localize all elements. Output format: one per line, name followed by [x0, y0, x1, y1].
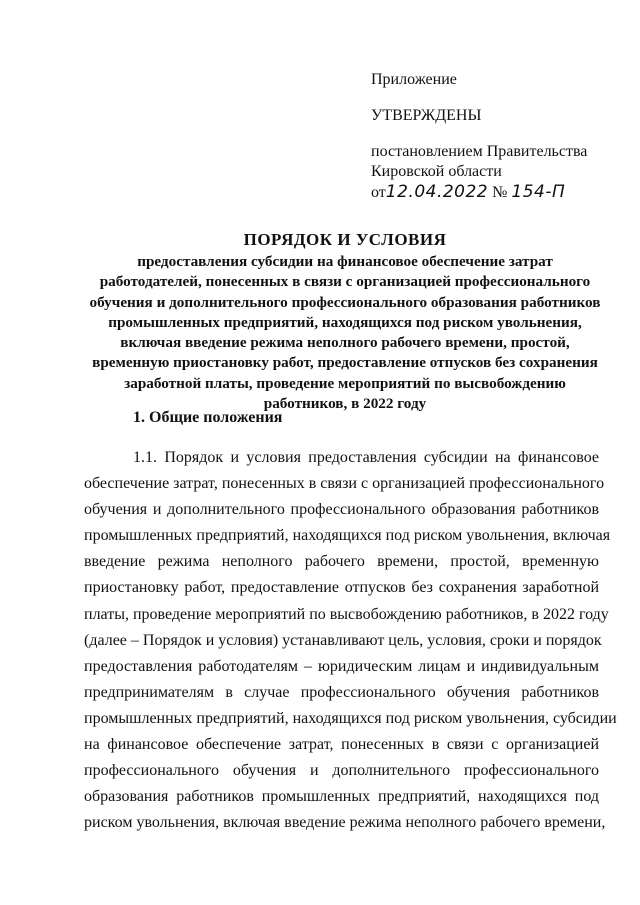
- paragraph-line: промышленных предприятий, находящихся под риском увольнения, включая: [84, 527, 611, 545]
- paragraph-line: обеспечение затрат, понесенных в связи с организацией профессионального: [84, 475, 605, 493]
- paragraph-line: профессионального обучения и дополнительного профессионального: [84, 762, 599, 780]
- paragraph-line: платы, проведение мероприятий по высвобождению работников, в 2022 году: [84, 605, 609, 623]
- decree-line-2: Кировской области: [371, 163, 502, 180]
- handwritten-date: 12.04.2022: [385, 182, 489, 202]
- section-heading: 1. Общие положения: [133, 409, 283, 426]
- paragraph-line: приостановку работ, предоставление отпусков без сохранения заработной: [84, 579, 599, 597]
- decree-line-1: постановлением Правительства: [371, 143, 588, 160]
- paragraph-1-1: [84, 445, 617, 836]
- paragraph-line: образования работников промышленных предприятий, находящихся под: [84, 788, 599, 806]
- handwritten-number: 154-П: [511, 182, 566, 202]
- date-prefix: от: [371, 184, 386, 201]
- paragraph-line: промышленных предприятий, находящихся под риском увольнения, субсидии: [84, 709, 617, 727]
- title-main: ПОРЯДОК И УСЛОВИЯ: [243, 230, 447, 249]
- title-line: заработной платы, проведение мероприятий по высвобождению: [124, 374, 566, 392]
- paragraph-line: предпринимателям в случае профессионального обучения работников: [84, 683, 599, 701]
- approved-label: УТВЕРЖДЕНЫ: [371, 107, 482, 124]
- paragraph-line: 1.1. Порядок и условия предоставления субсидии на финансовое: [133, 449, 599, 466]
- title-line: промышленных предприятий, находящихся под риском увольнения,: [108, 313, 582, 331]
- title-line: временную приостановку работ, предоставление отпусков без сохранения: [92, 354, 598, 372]
- paragraph-line: введение режима неполного рабочего времени, простой, временную: [84, 553, 599, 571]
- title-line: работодателей, понесенных в связи с организацией профессионального: [99, 273, 591, 291]
- decree-date-line: [371, 182, 621, 203]
- title-line: предоставления субсидии на финансовое обеспечение затрат: [137, 253, 553, 270]
- approval-block: [371, 70, 621, 203]
- document-title: [60, 230, 630, 414]
- paragraph-line: предоставления работодателям – юридическим лицам и индивидуальным: [84, 657, 599, 675]
- title-line: включая введение режима неполного рабочего времени, простой,: [120, 334, 570, 352]
- appendix-label: Приложение: [371, 71, 457, 88]
- paragraph-line: обучения и дополнительного профессионального образования работников: [84, 501, 599, 519]
- paragraph-line: риском увольнения, включая введение режима неполного рабочего времени,: [84, 814, 606, 832]
- title-line: работников, в 2022 году: [263, 395, 427, 413]
- number-sign: №: [492, 184, 508, 201]
- title-line: обучения и дополнительного профессионального образования работников: [89, 293, 601, 311]
- paragraph-line: (далее – Порядок и условия) устанавливают цель, условия, сроки и порядок: [84, 631, 602, 649]
- paragraph-line: на финансовое обеспечение затрат, понесенных в связи с организацией: [84, 736, 599, 754]
